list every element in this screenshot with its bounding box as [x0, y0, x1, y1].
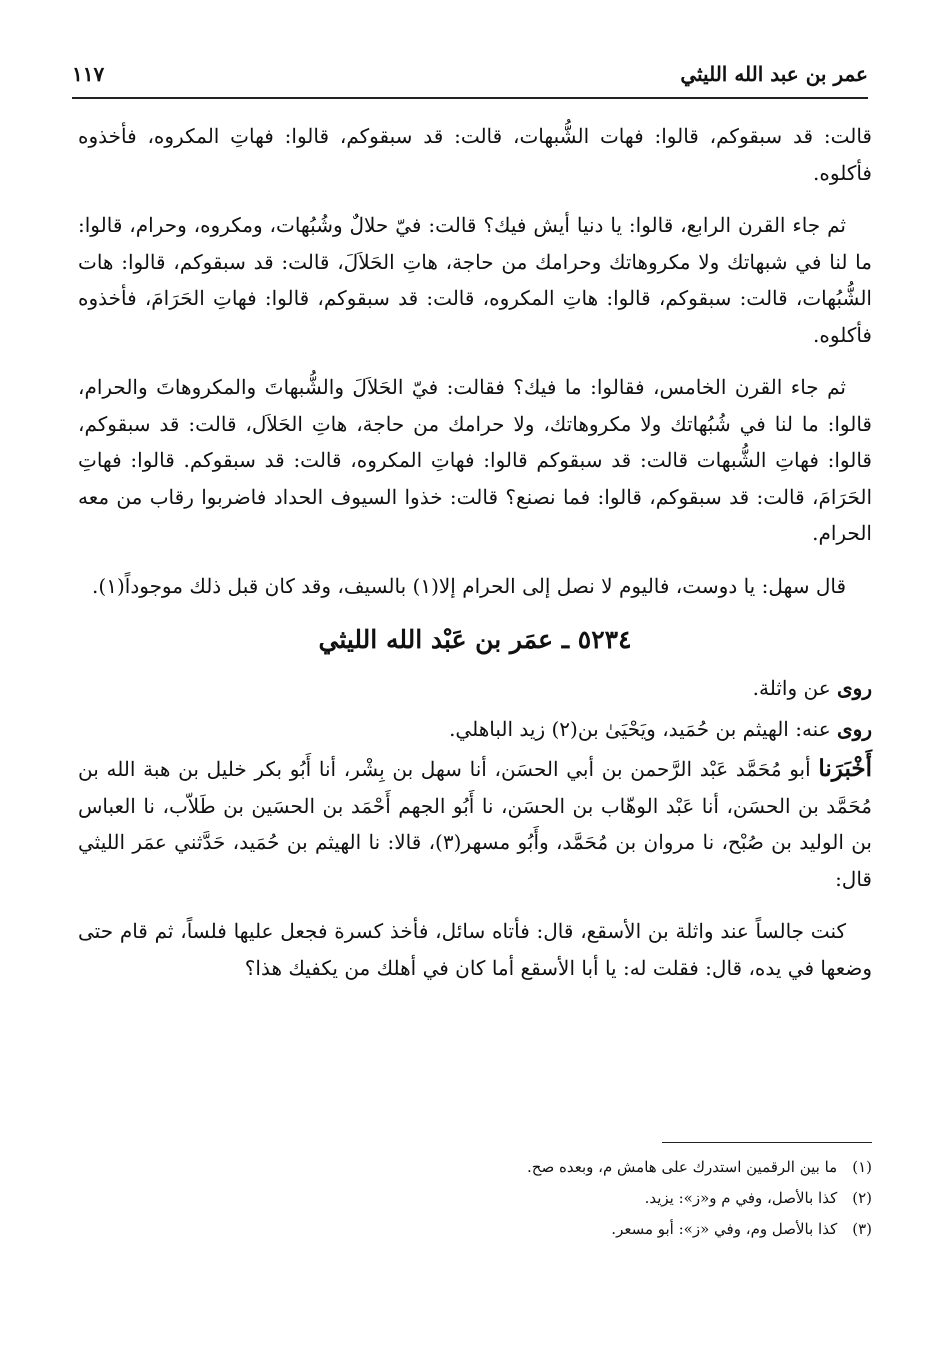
narrated-by-text: عنه: الهيثم بن حُمَيد، ويَحْيَىٰ بن(٢) زيد الباهلي. [449, 716, 831, 741]
footnote-number: (١) [852, 1158, 872, 1176]
paragraph-3: ثم جاء القرن الخامس، فقالوا: ما فيك؟ فقالت: فيّ الحَلاَلَ والشُّبهاتَ والمكروهاتَ والحرام، قالوا: ما لنا في شُبُهاتك ولا مكروهاتك، ولا حرامك من حاجة، هاتِ الحَلاَل، قالت: قد سبقوكم، قالوا: فهاتِ الشُّبهات قالت: قد سبقوكم قالوا: فهاتِ المكروه، قالت: قد سبقوكم. قالوا: فهاتِ الحَرَامَ، قالت: قد سبقوكم، قالوا: فما نصنع؟ قالت: خذوا السيوف الحداد فاضربوا رقاب من معه الحرام. [78, 375, 872, 545]
footnote-text: كذا بالأصل وم، وفي «ز»: أبو مسعر. [611, 1220, 838, 1238]
footnote-3 [78, 1214, 872, 1245]
narrated-from-text: عن واثلة. [752, 676, 831, 700]
paragraph-4: قال سهل: يا دوست، فاليوم لا نصل إلى الحرام إلا(١) بالسيف، وقد كان قبل ذلك موجوداً(١). [92, 573, 846, 598]
running-title: عمر بن عبد الله الليثي [680, 62, 868, 86]
footnotes [78, 1152, 872, 1245]
header-divider [72, 97, 868, 99]
narration-paragraph: كنت جالساً عند واثلة بن الأسقع، قال: فأتاه سائل، فأخذ كسرة فجعل عليها فلساً، ثم قام حتى وضعها في يده، قال: فقلت له: يا أبا الأسقع أما كان في أهلك من يكفيك هذا؟ [78, 919, 872, 980]
footnote-text: ما بين الرقمين استدرك على هامش م، وبعده صح. [527, 1158, 838, 1176]
narrated-by-line [78, 711, 872, 748]
paragraph-1: قالت: قد سبقوكم، قالوا: فهات الشُّبهات، قالت: قد سبقوكم، قالوا: فهاتِ المكروه، فأخذوه فأكلوه. [78, 124, 872, 185]
main-text [78, 118, 872, 1002]
footnote-number: (٢) [852, 1189, 872, 1207]
narrated-from-label: روى [837, 676, 872, 700]
footnote-text: كذا بالأصل، وفي م و«ز»: يزيد. [644, 1189, 838, 1207]
running-header [72, 52, 868, 96]
page-number: ١١٧ [72, 62, 105, 86]
narrated-by-label: روى [837, 716, 872, 741]
paragraph-2: ثم جاء القرن الرابع، قالوا: يا دنيا أيش فيك؟ قالت: فيّ حلالٌ وشُبُهات، ومكروه، وحرام، قالوا: ما لنا في شبهاتك ولا مكروهاتك وحرامك من حاجة، هاتِ الحَلاَلَ، قالت: قد سبقوكم، قالوا: هات الشُّبُهات، قالت: سبقوكم، قالوا: هاتِ المكروه، قالت: قد سبقوكم، قالوا: فهاتِ الحَرَامَ، فأخذوه فأكلوه. [78, 213, 872, 347]
isnad-paragraph [78, 751, 872, 897]
footnote-divider [662, 1142, 872, 1143]
footnote-2 [78, 1183, 872, 1214]
isnad-text: أبو مُحَمَّد عَبْد الرَّحمن بن أبي الحسَن، أنا سهل بن بِشْر، أنا أَبُو بكر خليل بن هبة الله بن مُحَمَّد بن الحسَن، أنا عَبْد الوهّاب بن الحسَن، نا أَبُو الجهم أَحْمَد بن الحسَين بن طَلاّب، نا العباس بن الوليد بن صُبْح، نا مروان بن مُحَمَّد، وأَبُو مسهر(٣)، قالا: نا الهيثم بن حُمَيد، حَدَّثني عمَر الليثي قال: [78, 757, 872, 891]
narrated-from-line [78, 670, 872, 707]
footnote-number: (٣) [852, 1220, 872, 1238]
entry-heading: ٥٢٣٤ ـ عمَر بن عَبْد الله الليثي [318, 625, 632, 654]
isnad-label: أَخْبَرَنا [818, 755, 873, 782]
footnote-1 [78, 1152, 872, 1183]
